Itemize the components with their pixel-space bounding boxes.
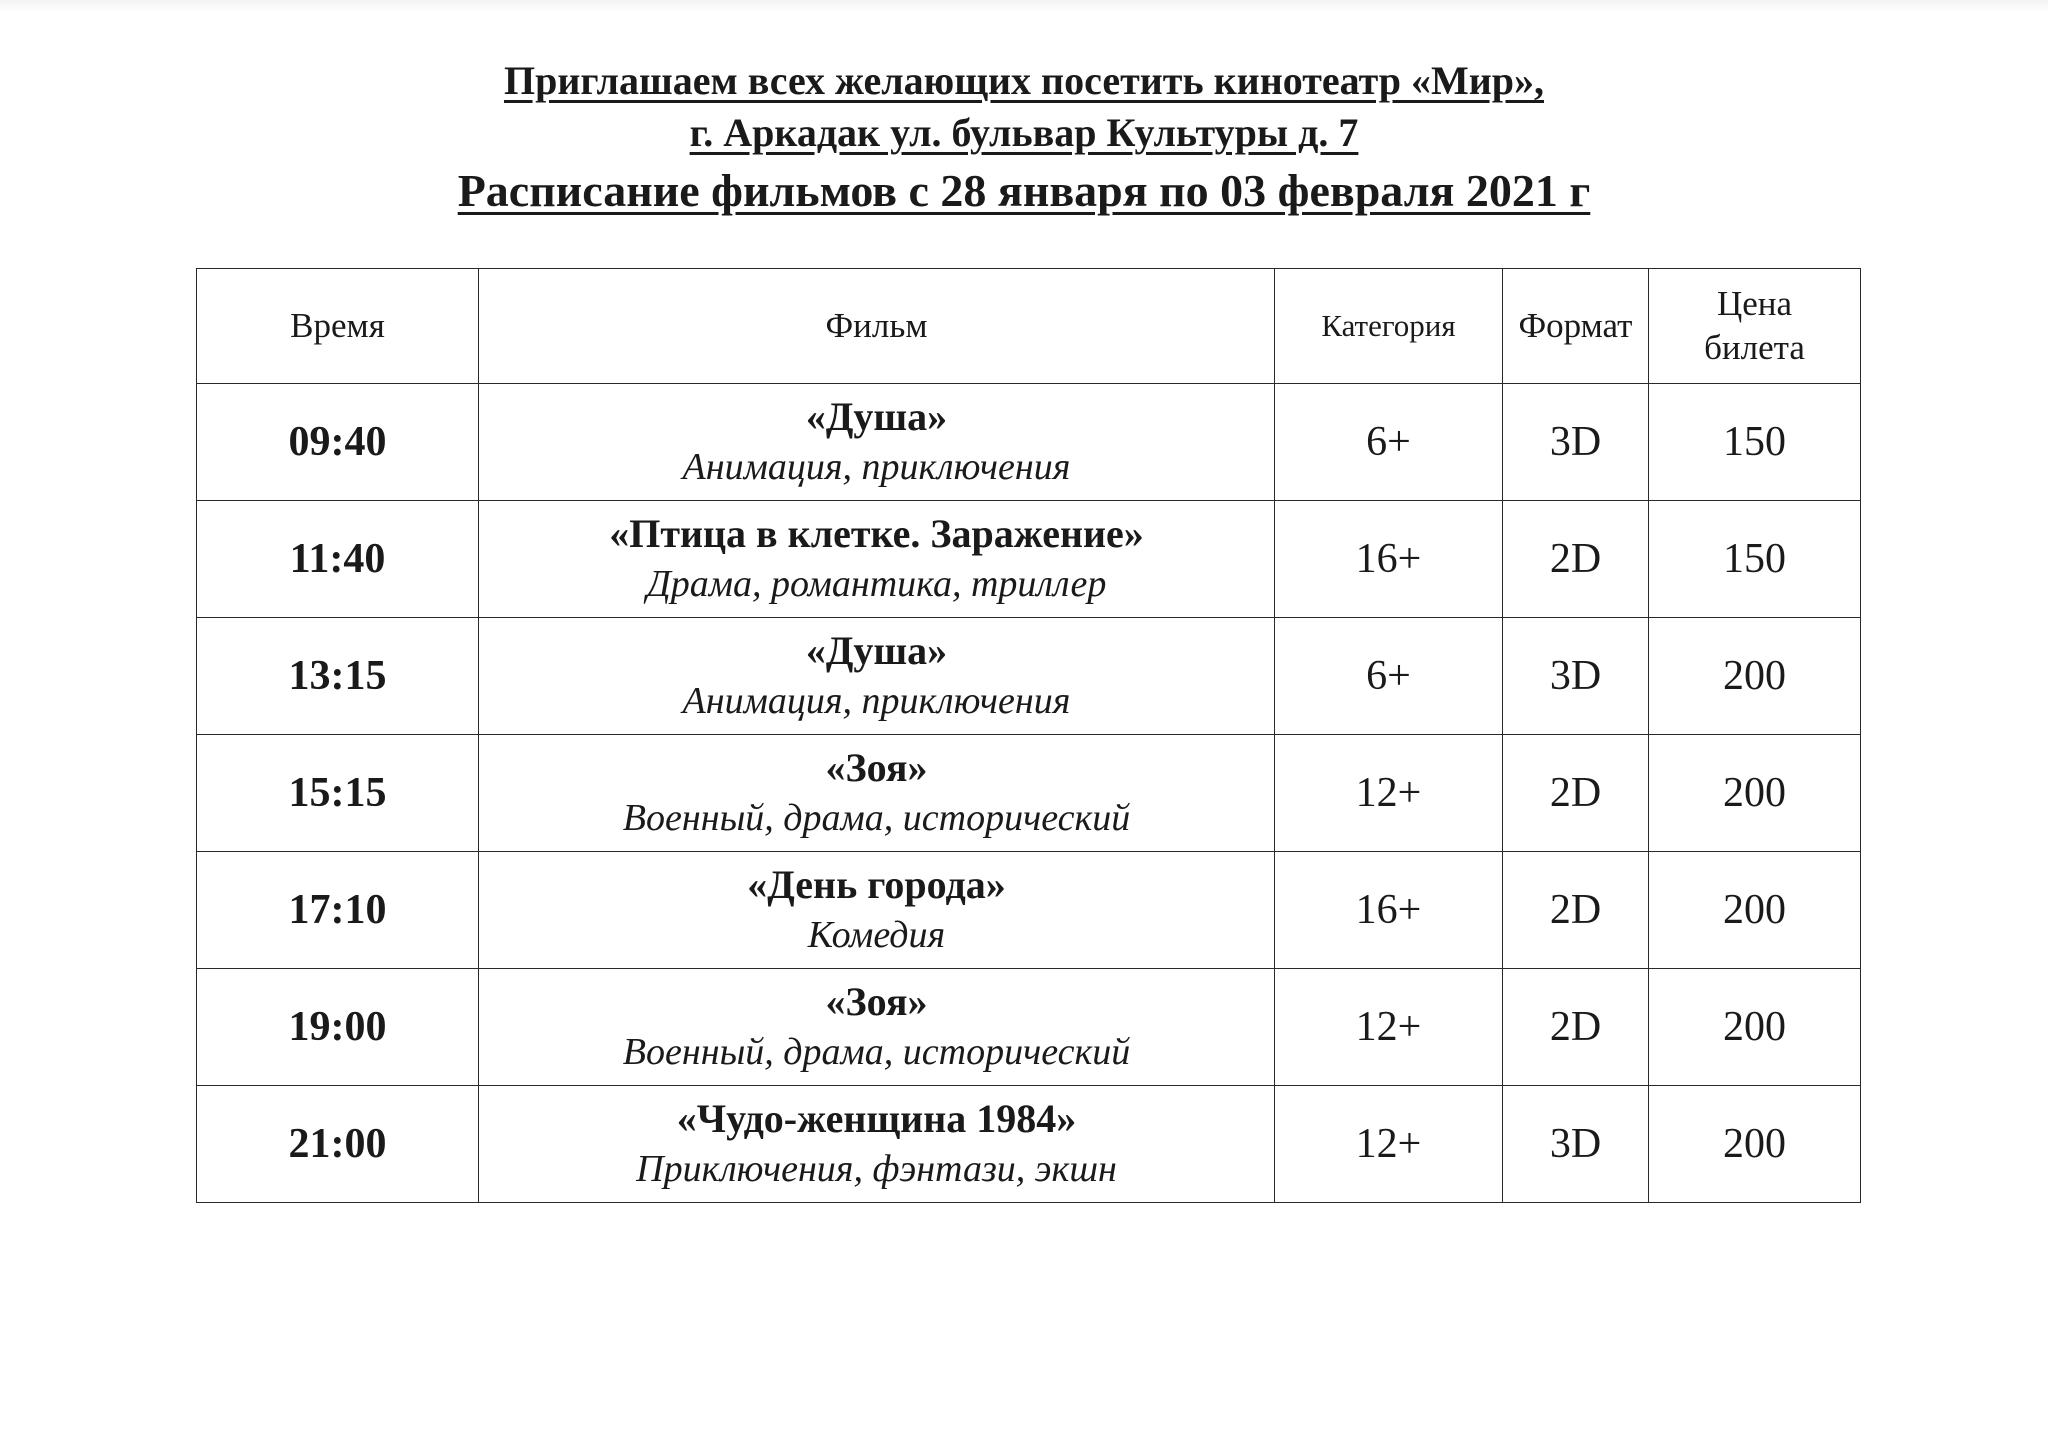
ticket-price: 200: [1649, 735, 1861, 852]
film-cell: [479, 1086, 1275, 1203]
age-category: 12+: [1275, 969, 1503, 1086]
film-cell: [479, 501, 1275, 618]
column-header-film: Фильм: [479, 269, 1275, 384]
ticket-price: 200: [1649, 852, 1861, 969]
film-title: «Чудо-женщина 1984»: [676, 1096, 1077, 1141]
film-format: 3D: [1503, 384, 1649, 501]
ticket-price: 200: [1649, 969, 1861, 1086]
film-cell: [479, 735, 1275, 852]
column-header-time: Время: [197, 269, 479, 384]
showtime: 15:15: [197, 735, 479, 852]
film-genre: Военный, драма, исторический: [622, 1031, 1131, 1073]
age-category: 12+: [1275, 735, 1503, 852]
address-line: г. Аркадак ул. бульвар Культуры д. 7: [689, 110, 1359, 155]
table-row: [197, 618, 1861, 735]
age-category: 6+: [1275, 618, 1503, 735]
film-format: 3D: [1503, 618, 1649, 735]
showtime: 21:00: [197, 1086, 479, 1203]
film-cell: [479, 969, 1275, 1086]
age-category: 16+: [1275, 852, 1503, 969]
film-format: 2D: [1503, 735, 1649, 852]
table-row: [197, 384, 1861, 501]
film-title: «День города»: [747, 862, 1006, 907]
film-format: 3D: [1503, 1086, 1649, 1203]
film-title: «Зоя»: [825, 745, 928, 790]
film-format: 2D: [1503, 969, 1649, 1086]
showtime: 09:40: [197, 384, 479, 501]
invitation-line: Приглашаем всех желающих посетить кинотеатр «Мир»,: [503, 58, 1545, 103]
showtime: 13:15: [197, 618, 479, 735]
ticket-price: 150: [1649, 501, 1861, 618]
column-header-format: Формат: [1503, 269, 1649, 384]
film-cell: [479, 618, 1275, 735]
showtime: 17:10: [197, 852, 479, 969]
showtime: 11:40: [197, 501, 479, 618]
table-row: [197, 735, 1861, 852]
schedule-table: [196, 268, 1861, 1203]
film-genre: Комедия: [807, 914, 946, 956]
film-genre: Анимация, приключения: [682, 680, 1071, 722]
film-format: 2D: [1503, 501, 1649, 618]
age-category: 16+: [1275, 501, 1503, 618]
film-genre: Приключения, фэнтази, экшн: [636, 1148, 1117, 1190]
table-row: [197, 969, 1861, 1086]
schedule-title: Расписание фильмов с 28 января по 03 февраля 2021 г: [457, 165, 1591, 216]
table-row: [197, 1086, 1861, 1203]
ticket-price: 200: [1649, 618, 1861, 735]
ticket-price: 150: [1649, 384, 1861, 501]
showtime: 19:00: [197, 969, 479, 1086]
scan-edge-shadow: [0, 0, 2048, 12]
film-cell: [479, 384, 1275, 501]
film-title: «Птица в клетке. Заражение»: [609, 511, 1144, 556]
ticket-price: 200: [1649, 1086, 1861, 1203]
film-format: 2D: [1503, 852, 1649, 969]
document-header: [0, 55, 2048, 221]
table-row: [197, 501, 1861, 618]
table-row: [197, 852, 1861, 969]
film-genre: Анимация, приключения: [682, 446, 1071, 488]
table-header-row: [197, 269, 1861, 384]
film-genre: Драма, романтика, триллер: [646, 563, 1107, 605]
age-category: 6+: [1275, 384, 1503, 501]
film-title: «Зоя»: [825, 979, 928, 1024]
film-title: «Душа»: [805, 628, 948, 673]
column-header-price: Цена билета: [1649, 269, 1861, 384]
film-cell: [479, 852, 1275, 969]
film-title: «Душа»: [805, 394, 948, 439]
film-genre: Военный, драма, исторический: [622, 797, 1131, 839]
age-category: 12+: [1275, 1086, 1503, 1203]
column-header-category: Категория: [1275, 269, 1503, 384]
